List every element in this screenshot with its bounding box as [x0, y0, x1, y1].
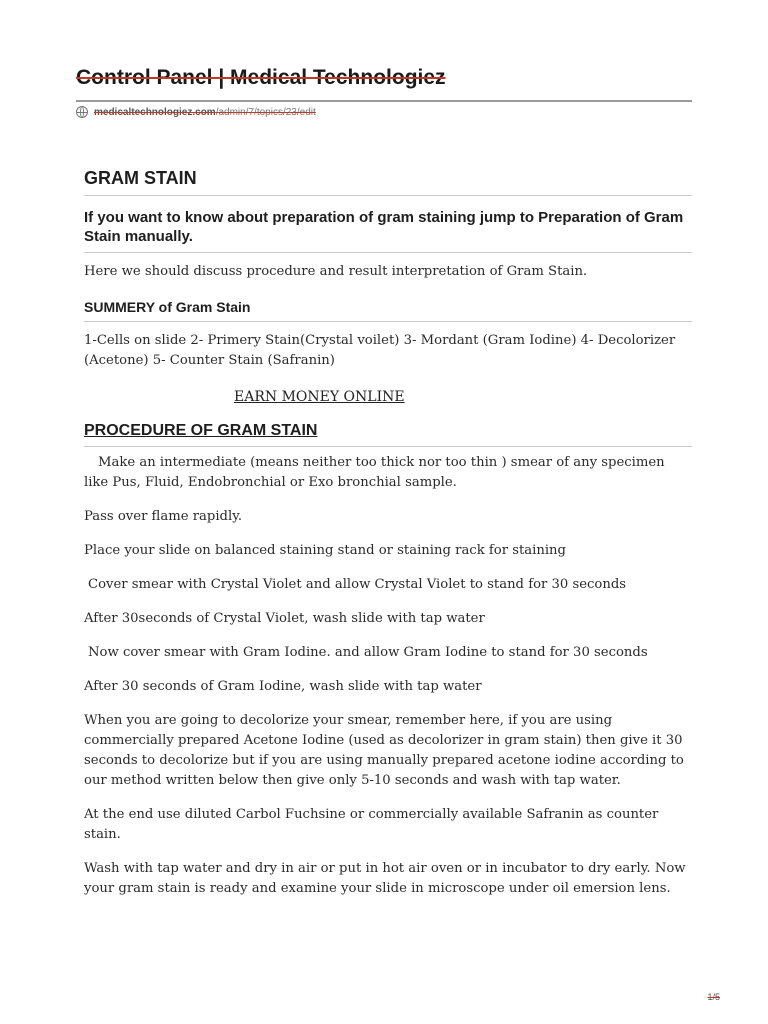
procedure-heading: PROCEDURE OF GRAM STAIN — [84, 422, 318, 439]
step-paragraph: After 30 seconds of Gram Iodine, wash slide with tap water — [84, 679, 482, 694]
step-paragraph: Wash with tap water and dry in air or put in hot air oven or in incubator to dry early. Now your gram stain is ready and examine your slide in microscope under oil emersion lens. — [84, 861, 686, 896]
step-paragraph: Place your slide on balanced staining stand or staining rack for staining — [84, 543, 566, 558]
url-path: /admin/7/topics/23/edit — [215, 106, 316, 118]
intro-callout[interactable]: If you want to know about preparation of gram staining jump to Preparation of Gram Stain manually. — [84, 208, 692, 253]
step-paragraph: Pass over flame rapidly. — [84, 509, 243, 524]
step-paragraph: After 30seconds of Crystal Violet, wash slide with tap water — [84, 611, 485, 626]
procedure-heading-block — [84, 422, 692, 447]
url-link[interactable] — [94, 107, 316, 118]
page-number: 1/5 — [707, 992, 720, 1002]
page-title: Control Panel | Medical Technologiez — [76, 66, 446, 89]
globe-icon — [76, 106, 88, 118]
url-bar[interactable] — [76, 106, 316, 118]
summary-text: 1-Cells on slide 2- Primery Stain(Crystal voilet) 3- Mordant (Gram Iodine) 4- Decolorizer (Acetone) 5- Counter Stain (Safranin) — [84, 333, 676, 368]
step-paragraph: At the end use diluted Carbol Fuchsine or commercially available Safranin as counter stain. — [84, 807, 659, 842]
step-paragraph: Make an intermediate (means neither too thick nor too thin ) smear of any specimen like Pus, Fluid, Endobronchial or Exo bronchial sample. — [84, 455, 665, 490]
lead-paragraph: Here we should discuss procedure and result interpretation of Gram Stain. — [84, 264, 588, 279]
summary-heading: SUMMERY of Gram Stain — [84, 299, 692, 322]
step-paragraph: Cover smear with Crystal Violet and allow Crystal Violet to stand for 30 seconds — [88, 577, 627, 592]
title-divider — [76, 100, 692, 102]
article-content — [84, 168, 692, 899]
earn-money-link[interactable]: EARN MONEY ONLINE — [234, 389, 405, 405]
procedure-steps — [84, 453, 692, 899]
article-heading: GRAM STAIN — [84, 168, 692, 196]
url-domain: medicaltechnologiez.com — [94, 106, 216, 118]
step-paragraph: When you are going to decolorize your smear, remember here, if you are using commercially prepared Acetone Iodine (used as decolorizer in gram stain) then give it 30 seconds to decolorize but if you are using manually prepared acetone iodine according to our method written below then give only 5-10 seconds and wash with tap water. — [84, 713, 684, 788]
step-paragraph: Now cover smear with Gram Iodine. and allow Gram Iodine to stand for 30 seconds — [88, 645, 648, 660]
